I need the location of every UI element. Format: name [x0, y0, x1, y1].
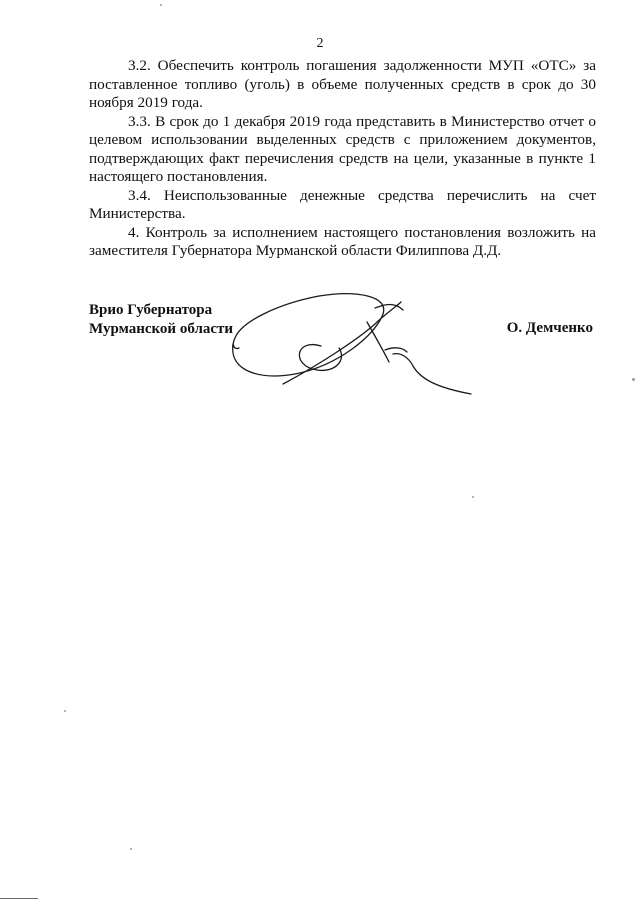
paragraph-4: 4. Контроль за исполнением настоящего постановления возложить на заместителя Губернатора Мурманской области Филиппова Д.Д. — [89, 223, 596, 259]
scan-speck — [472, 496, 474, 498]
document-body — [89, 57, 596, 261]
signatory-title-line2: Мурманской области — [89, 320, 234, 337]
paragraph-3-2: 3.2. Обеспечить контроль погашения задолженности МУП «ОТС» за поставленное топливо (уголь) в объеме полученных средств в срок до 30 ноября 2019 года. — [89, 57, 596, 111]
signatory-title — [89, 301, 233, 338]
scan-speck — [160, 4, 162, 6]
handwritten-signature — [225, 288, 475, 403]
scan-edge-line — [0, 898, 38, 899]
paragraph-3-4: 3.4. Неиспользованные денежные средства перечислить на счет Министерства. — [89, 186, 596, 222]
signatory-name: О. Демченко — [506, 320, 593, 336]
scan-speck — [632, 378, 635, 381]
signatory-title-line1: Врио Губернатора — [89, 302, 213, 318]
paragraph-3-3: 3.3. В срок до 1 декабря 2019 года представить в Министерство отчет о целевом использовании выделенных средств с приложением документов, подтверждающих факт перечисления средств на цели, указанные в пункте 1 настоящего постановления. — [89, 112, 596, 185]
scan-speck — [130, 848, 132, 850]
page-number: 2 — [316, 36, 324, 51]
scan-speck — [64, 710, 66, 712]
